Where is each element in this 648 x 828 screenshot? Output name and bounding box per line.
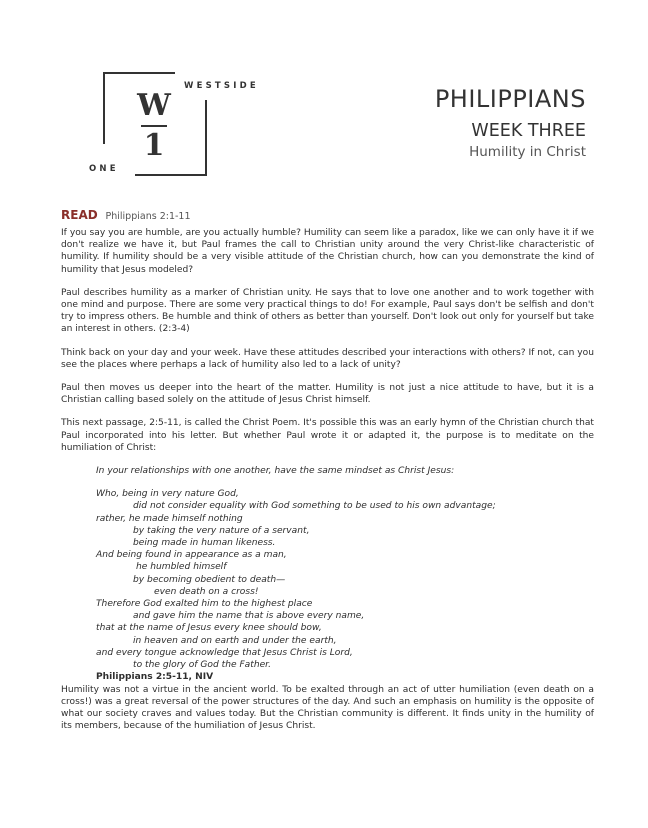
logo-letter-w: W [137, 88, 171, 123]
logo-divider [141, 125, 167, 127]
page-title: PHILIPPIANS [434, 85, 586, 113]
read-heading [61, 207, 594, 225]
poem-line: And being found in appearance as a man, [96, 550, 287, 561]
poem-line: Therefore God exalted him to the highest place [96, 599, 313, 610]
paragraph-3: Think back on your day and your week. Have these attitudes described your interactions with others? If not, can you see the places where perhaps a lack of humility also led to a lack of unity? [61, 347, 594, 370]
poem-line: that at the name of Jesus every knee should bow, [96, 623, 322, 634]
poem-line: Who, being in very nature God, [96, 489, 239, 500]
poem-line: even death on a cross! [154, 586, 259, 597]
poem-line: to the glory of God the Father. [133, 660, 271, 671]
study-content [61, 207, 594, 743]
logo-word-westside: WESTSIDE [184, 81, 259, 91]
poem-line: rather, he made himself nothing [96, 513, 243, 524]
poem-line: by becoming obedient to death— [133, 574, 286, 585]
read-label: READ [61, 208, 98, 222]
poem-intro: In your relationships with one another, have the same mindset as Christ Jesus: [96, 466, 455, 477]
poem-line: by taking the very nature of a servant, [133, 525, 310, 536]
week-title: WEEK THREE [471, 121, 586, 141]
paragraph-4: Paul then moves us deeper into the heart of the matter. Humility is not just a nice attitude to have, but it is a Christian calling based solely on the attitude of Jesus Christ himself. [61, 383, 594, 406]
logo-word-one: ONE [89, 164, 119, 174]
poem-line: and every tongue acknowledge that Jesus Christ is Lord, [96, 647, 353, 658]
paragraph-1: If you say you are humble, are you actually humble? Humility can seem like a paradox, like we can only have it if we don't realize we have it, but Paul frames the call to Christian unity around the very Christ-like characteristic of humility. If humility should be a very visible attitude of the Christian church, how can you demonstrate the kind of humility that Jesus modeled? [61, 228, 594, 275]
logo-numeral-one: 1 [143, 128, 165, 163]
poem-line: did not consider equality with God something to be used to his own advantage; [133, 501, 496, 512]
header-titles [435, 84, 586, 161]
poem-line: in heaven and on earth and under the earth, [133, 635, 337, 646]
paragraph-5: This next passage, 2:5-11, is called the Christ Poem. It's possible this was an early hymn of the Christian church that Paul incorporated into his letter. But whether Paul wrote it or adapted it, the purpose is to meditate on the humiliation of Christ: [61, 418, 594, 453]
week-subtitle: Humility in Christ [469, 144, 586, 160]
poem-line: he humbled himself [136, 562, 227, 573]
closing-paragraph: Humility was not a virtue in the ancient world. To be exalted through an act of utter humiliation (even death on a cross!) was a great reversal of the power structures of the day. And such an emphasis on humility is the opposite of what our society craves and values today. But the Christian community is different. It finds unity in the humility of its members, because of the humiliation of Jesus Christ. [61, 684, 594, 732]
poem-citation: Philippians 2:5-11, NIV [96, 672, 214, 683]
read-reference: Philippians 2:1-11 [105, 211, 191, 222]
poem-line: and gave him the name that is above every name, [133, 611, 365, 622]
christ-poem [96, 465, 594, 683]
paragraph-2: Paul describes humility as a marker of Christian unity. He says that to love one another and to work together with one mind and purpose. There are some very practical things to do! For example, Paul says don't be selfish and don't try to impress others. Be humble and think of others as better than yourself. Don't look out only for yourself but take an interest in others. (2:3-4) [61, 287, 594, 335]
poem-line: being made in human likeness. [133, 538, 276, 549]
